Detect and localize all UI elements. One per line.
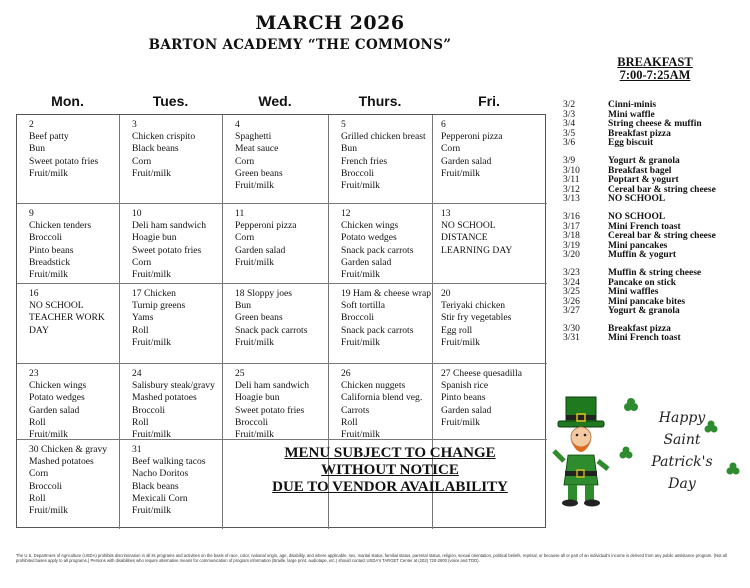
menu-item: Beef walking tacos	[132, 456, 206, 468]
greeting-line: Patrick's	[651, 454, 713, 470]
menu-item: DAY	[29, 324, 49, 336]
breakfast-item: Egg biscuit	[608, 138, 654, 149]
menu-item: Sweet potato fries	[235, 404, 305, 416]
breakfast-item: Mini pancakes	[608, 240, 668, 251]
menu-item: TEACHER WORK	[29, 312, 105, 324]
breakfast-row	[563, 130, 748, 140]
menu-item: Garden salad	[441, 155, 492, 167]
menu-item: Roll	[341, 416, 358, 428]
menu-item: Spaghetti	[235, 131, 272, 143]
menu-item: Green beans	[235, 312, 283, 324]
menu-item: Pinto beans	[29, 244, 74, 256]
breakfast-item: NO SCHOOL	[608, 211, 666, 222]
menu-item: Turnip greens	[132, 300, 186, 312]
notice-line: DUE TO VENDOR AVAILABILITY	[272, 479, 508, 495]
menu-item: Corn	[29, 468, 49, 480]
day-number: 4	[235, 119, 240, 130]
breakfast-date: 3/4	[563, 119, 576, 130]
menu-item: Garden salad	[441, 404, 492, 416]
menu-item: Corn	[235, 232, 255, 244]
day-number: 31	[132, 444, 142, 455]
breakfast-date: 3/30	[563, 323, 580, 334]
breakfast-date: 3/25	[563, 287, 580, 298]
day-monday: Mon.	[51, 93, 84, 109]
menu-item: Snack pack carrots	[341, 244, 414, 256]
weekday-header	[16, 93, 546, 113]
menu-item: French fries	[341, 155, 388, 167]
menu-item: Fruit/milk	[341, 180, 380, 192]
menu-item: Chicken wings	[341, 220, 399, 232]
menu-item: Chicken crispito	[132, 131, 196, 143]
notice-line: WITHOUT NOTICE	[321, 462, 459, 478]
menu-item: Garden salad	[341, 256, 392, 268]
page-title: MARCH 2026	[255, 12, 405, 34]
menu-item: Hoagie bun	[132, 232, 177, 244]
breakfast-item: Yogurt & granola	[608, 306, 680, 317]
breakfast-item: Cereal bar & string cheese	[608, 231, 716, 242]
day-number: 9	[29, 208, 34, 219]
usda-disclaimer: The U.S. Department of Agriculture (USDA) prohibits discrimination in all its programs and activities on the basis of race, color, national origin, age, disability, and where applicable, sex, marital status, familial status, parental status, religion, sexual orientation, political beliefs, reprisal, or because all or part of an individual's income is derived from any public assistance program. (Not all prohibited bases apply to all programs.) Persons with disabilities who require alternative means for communication of program information (Braille, large print, audiotape, etc.) should contact USDA's TARGET Center at (202) 720-2600 (voice and TDD).	[16, 553, 727, 563]
breakfast-item: NO SCHOOL	[608, 194, 666, 205]
notice-line: MENU SUBJECT TO CHANGE	[284, 445, 496, 461]
menu-item: Fruit/milk	[235, 336, 274, 348]
calendar-day-cell	[120, 284, 223, 364]
day-number: 25	[235, 368, 245, 379]
menu-item: Meat sauce	[235, 143, 279, 155]
breakfast-item: Mini French toast	[608, 333, 681, 344]
breakfast-heading	[600, 56, 710, 82]
menu-item: Potato wedges	[341, 232, 397, 244]
day-number: 10	[132, 208, 142, 219]
menu-item: Yams	[132, 312, 154, 324]
day-number: 19 Ham & cheese wrap	[341, 288, 432, 299]
menu-item: Fruit/milk	[235, 180, 274, 192]
menu-item: Bun	[29, 143, 45, 155]
menu-item: Black beans	[132, 143, 179, 155]
menu-item: Carrots	[341, 404, 370, 416]
day-number: 30 Chicken & gravy	[29, 444, 108, 455]
menu-item: Fruit/milk	[132, 429, 171, 440]
breakfast-date: 3/6	[563, 138, 576, 149]
menu-item: Bun	[235, 300, 251, 312]
breakfast-time: 7:00-7:25AM	[619, 68, 691, 82]
menu-item: Garden salad	[235, 244, 286, 256]
breakfast-item: Yogurt & granola	[608, 155, 680, 166]
breakfast-date: 3/27	[563, 306, 580, 317]
menu-item: Sweet potato fries	[132, 244, 202, 256]
day-number: 6	[441, 119, 446, 130]
menu-notice	[240, 445, 540, 496]
calendar-day-cell	[223, 364, 329, 440]
menu-item: Fruit/milk	[341, 429, 380, 440]
menu-item: Roll	[29, 492, 46, 504]
day-number: 16	[29, 288, 39, 299]
breakfast-item: Mini waffles	[608, 287, 659, 298]
menu-item: Fruit/milk	[29, 429, 68, 440]
breakfast-date: 3/19	[563, 240, 580, 251]
calendar-day-cell	[17, 364, 120, 440]
menu-item: Stir fry vegetables	[441, 312, 512, 324]
greeting-line: Happy	[658, 410, 706, 426]
menu-item: Garden salad	[29, 404, 80, 416]
calendar-day-cell	[433, 364, 547, 440]
day-number: 27 Cheese quesadilla	[441, 368, 522, 379]
day-number: 12	[341, 208, 351, 219]
menu-item: Snack pack carrots	[341, 324, 414, 336]
greeting-line: Day	[668, 476, 696, 492]
breakfast-date: 3/12	[563, 184, 580, 195]
menu-item: Teriyaki chicken	[441, 300, 506, 312]
breakfast-date: 3/11	[563, 175, 580, 186]
breakfast-item: Cereal bar & string cheese	[608, 184, 716, 195]
menu-item: Breadstick	[29, 256, 71, 268]
calendar-day-cell	[17, 284, 120, 364]
menu-item: Salisbury steak/gravy	[132, 380, 215, 392]
menu-item: NO SCHOOL	[29, 300, 84, 312]
calendar-day-cell	[329, 204, 433, 284]
day-number: 3	[132, 119, 137, 130]
calendar-day-cell	[223, 204, 329, 284]
menu-item: Grilled chicken breast	[341, 131, 426, 143]
breakfast-date: 3/16	[563, 211, 580, 222]
breakfast-row	[563, 101, 748, 111]
menu-item: Corn	[441, 143, 461, 155]
calendar-day-cell	[329, 115, 433, 204]
menu-item: Broccoli	[132, 404, 166, 416]
breakfast-date: 3/10	[563, 165, 580, 176]
day-number: 5	[341, 119, 346, 130]
calendar-day-cell	[17, 204, 120, 284]
menu-item: Mashed potatoes	[29, 456, 94, 468]
day-number: 23	[29, 368, 39, 379]
breakfast-date: 3/31	[563, 333, 580, 344]
menu-item: Roll	[132, 324, 149, 336]
breakfast-date: 3/26	[563, 296, 580, 307]
breakfast-row	[563, 139, 748, 149]
breakfast-item: Poptart & yogurt	[608, 175, 679, 186]
menu-item: Nacho Doritos	[132, 468, 189, 480]
day-friday: Fri.	[478, 93, 500, 109]
breakfast-date: 3/17	[563, 221, 580, 232]
menu-item: Fruit/milk	[341, 269, 380, 281]
menu-item: California blend veg.	[341, 392, 423, 404]
breakfast-row	[563, 334, 748, 344]
menu-item: Corn	[132, 155, 152, 167]
menu-item: Fruit/milk	[441, 416, 480, 428]
breakfast-item: String cheese & muffin	[608, 119, 702, 130]
menu-item: Mashed potatoes	[132, 392, 197, 404]
menu-item: LEARNING DAY	[441, 244, 513, 256]
menu-item: Green beans	[235, 167, 283, 179]
menu-item: Soft tortilla	[341, 300, 385, 312]
menu-item: Black beans	[132, 480, 179, 492]
menu-item: Fruit/milk	[235, 429, 274, 440]
calendar-day-cell	[120, 440, 223, 529]
menu-item: Fruit/milk	[132, 505, 171, 517]
day-number: 24	[132, 368, 142, 379]
menu-item: Beef patty	[29, 131, 69, 143]
greeting-text	[624, 407, 740, 495]
menu-item: Fruit/milk	[132, 336, 171, 348]
calendar-day-cell	[433, 284, 547, 364]
breakfast-item: Breakfast pizza	[608, 128, 671, 139]
menu-item: Fruit/milk	[29, 269, 68, 281]
menu-item: Fruit/milk	[341, 336, 380, 348]
calendar-day-cell	[223, 115, 329, 204]
breakfast-row	[563, 195, 748, 205]
menu-item: Broccoli	[29, 480, 63, 492]
breakfast-item: Mini pancake bites	[608, 296, 686, 307]
menu-item: Broccoli	[235, 416, 269, 428]
breakfast-menu	[563, 101, 748, 344]
menu-item: Potato wedges	[29, 392, 85, 404]
calendar-day-cell	[120, 115, 223, 204]
menu-item: Broccoli	[29, 232, 63, 244]
calendar-day-cell	[329, 284, 433, 364]
menu-item: Roll	[29, 416, 46, 428]
day-number: 20	[441, 288, 451, 299]
breakfast-date: 3/13	[563, 194, 580, 205]
calendar-day-cell	[433, 204, 547, 284]
menu-item: Fruit/milk	[132, 167, 171, 179]
menu-item: Corn	[132, 256, 152, 268]
day-number: 17 Chicken	[132, 288, 176, 299]
calendar-day-cell	[433, 115, 547, 204]
calendar-day-cell	[120, 204, 223, 284]
day-number: 2	[29, 119, 34, 130]
day-tuesday: Tues.	[152, 93, 189, 109]
breakfast-row	[563, 307, 748, 317]
calendar-day-cell	[17, 440, 120, 529]
breakfast-label: BREAKFAST	[617, 55, 693, 69]
calendar-day-cell	[223, 284, 329, 364]
menu-item: Roll	[132, 416, 149, 428]
breakfast-item: Cinni-minis	[608, 100, 657, 110]
breakfast-item: Mini French toast	[608, 221, 681, 232]
day-thursday: Thurs.	[358, 93, 402, 109]
breakfast-item: Breakfast pizza	[608, 323, 671, 334]
day-number: 11	[235, 208, 245, 219]
menu-item: Chicken tenders	[29, 220, 92, 232]
breakfast-date: 3/5	[563, 128, 576, 139]
breakfast-date: 3/23	[563, 267, 580, 278]
menu-item: NO SCHOOL	[441, 220, 496, 232]
day-number: 13	[441, 208, 451, 219]
greeting-line: Saint	[663, 432, 701, 448]
menu-item: Corn	[235, 155, 255, 167]
breakfast-date: 3/24	[563, 277, 580, 288]
menu-item: Mexicali Corn	[132, 492, 188, 504]
menu-item: Chicken nuggets	[341, 380, 406, 392]
breakfast-date: 3/9	[563, 155, 576, 166]
breakfast-item: Pancake on stick	[608, 277, 677, 288]
calendar-day-cell	[17, 115, 120, 204]
day-number: 26	[341, 368, 351, 379]
st-patricks-art	[548, 385, 748, 515]
menu-item: Fruit/milk	[235, 256, 274, 268]
menu-item: Spanish rice	[441, 380, 489, 392]
breakfast-date: 3/18	[563, 231, 580, 242]
menu-item: Fruit/milk	[441, 167, 480, 179]
menu-item: Egg roll	[441, 324, 473, 336]
menu-item: Broccoli	[341, 312, 375, 324]
menu-item: Pinto beans	[441, 392, 486, 404]
menu-item: Snack pack carrots	[235, 324, 308, 336]
breakfast-row	[563, 251, 748, 261]
breakfast-item: Breakfast bagel	[608, 165, 672, 176]
menu-item: Fruit/milk	[441, 336, 480, 348]
breakfast-item: Muffin & string cheese	[608, 267, 702, 278]
breakfast-date: 3/3	[563, 109, 576, 120]
menu-item: Chicken wings	[29, 380, 87, 392]
menu-item: Fruit/milk	[29, 167, 68, 179]
breakfast-item: Mini waffle	[608, 109, 655, 120]
menu-item: Deli ham sandwich	[235, 380, 310, 392]
day-wednesday: Wed.	[258, 93, 292, 109]
menu-item: Fruit/milk	[132, 269, 171, 281]
menu-item: Hoagie bun	[235, 392, 280, 404]
breakfast-date: 3/20	[563, 250, 580, 261]
menu-item: Deli ham sandwich	[132, 220, 207, 232]
menu-item: Fruit/milk	[29, 505, 68, 517]
calendar-day-cell	[120, 364, 223, 440]
menu-item: Pepperoni pizza	[441, 131, 503, 143]
breakfast-date: 3/2	[563, 100, 576, 110]
menu-item: DISTANCE	[441, 232, 488, 244]
school-name: BARTON ACADEMY “THE COMMONS”	[148, 37, 452, 53]
menu-item: Broccoli	[341, 167, 375, 179]
menu-item: Sweet potato fries	[29, 155, 99, 167]
menu-item: Bun	[341, 143, 357, 155]
day-number: 18 Sloppy joes	[235, 288, 293, 299]
calendar-day-cell	[329, 364, 433, 440]
breakfast-item: Muffin & yogurt	[608, 250, 677, 261]
menu-item: Pepperoni pizza	[235, 220, 297, 232]
